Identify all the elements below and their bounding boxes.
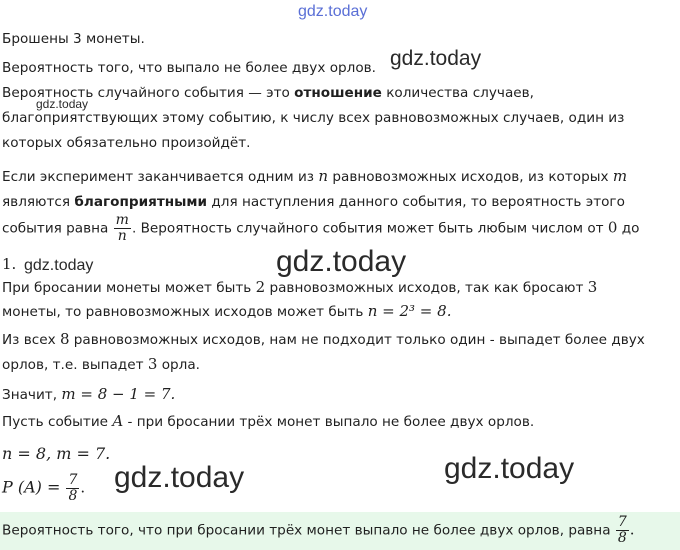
- watermark: gdz.today: [36, 97, 89, 111]
- text-line: Если эксперимент заканчивается одним из n равновозможных исходов, из которых m: [2, 167, 628, 185]
- text-line: Брошены 3 монеты.: [2, 31, 145, 47]
- fraction-7-over-8: $\frac{7}{8}$: [68, 472, 78, 504]
- watermark: gdz.today: [444, 452, 575, 485]
- watermark: gdz.today: [276, 245, 407, 278]
- fraction-m-over-n: $\frac{m}{n}$: [115, 212, 129, 244]
- watermark: gdz.today: [24, 257, 94, 274]
- definition-line: благоприятствующих этому событию, к числу всех равновозможных случаев, один из: [2, 110, 625, 126]
- definition-line: которых обязательно произойдёт.: [2, 135, 251, 151]
- solution-line: Из всех 8 равновозможных исходов, нам не подходит только один - выпадет более двух: [2, 330, 645, 348]
- text-line: события равна $\frac{m}{n}$ . Вероятность случайного события может быть любым числом от 0 до: [2, 212, 640, 244]
- watermark: gdz.today: [114, 461, 245, 494]
- text-line: Вероятность того, что выпало не более двух орлов.: [2, 60, 376, 76]
- solution-line: орлов, т.е. выпадет 3 орла.: [2, 355, 200, 373]
- answer-fraction: $\frac{7}{8}$: [617, 514, 627, 546]
- watermark-top: gdz.today: [298, 3, 368, 20]
- answer-line: Вероятность того, что при бросании трёх монет выпало не более двух орлов, равна $\frac{7}{8}$ .: [2, 514, 635, 546]
- solution-line: Значит, m = 8 − 1 = 7.: [2, 385, 176, 403]
- solution-line: n = 8, m = 7.: [2, 444, 111, 463]
- solution-line: При бросании монеты может быть 2 равновозможных исходов, так как бросают 3: [2, 278, 598, 296]
- watermark: gdz.today: [390, 47, 482, 70]
- probability-formula: P (A) = $\frac{7}{8}$ .: [2, 472, 86, 504]
- text-line: являются благоприятными для наступления данного события, то вероятность этого: [2, 194, 625, 210]
- solution-line: Пусть событие A - при бросании трёх монет выпало не более двух орлов.: [2, 412, 535, 430]
- definition-line: Вероятность случайного события — это отношение количества случаев,: [2, 85, 534, 101]
- text-line: 1.: [2, 255, 17, 273]
- solution-line: монеты, то равновозможных исходов может быть n = 2³ = 8.: [2, 302, 452, 320]
